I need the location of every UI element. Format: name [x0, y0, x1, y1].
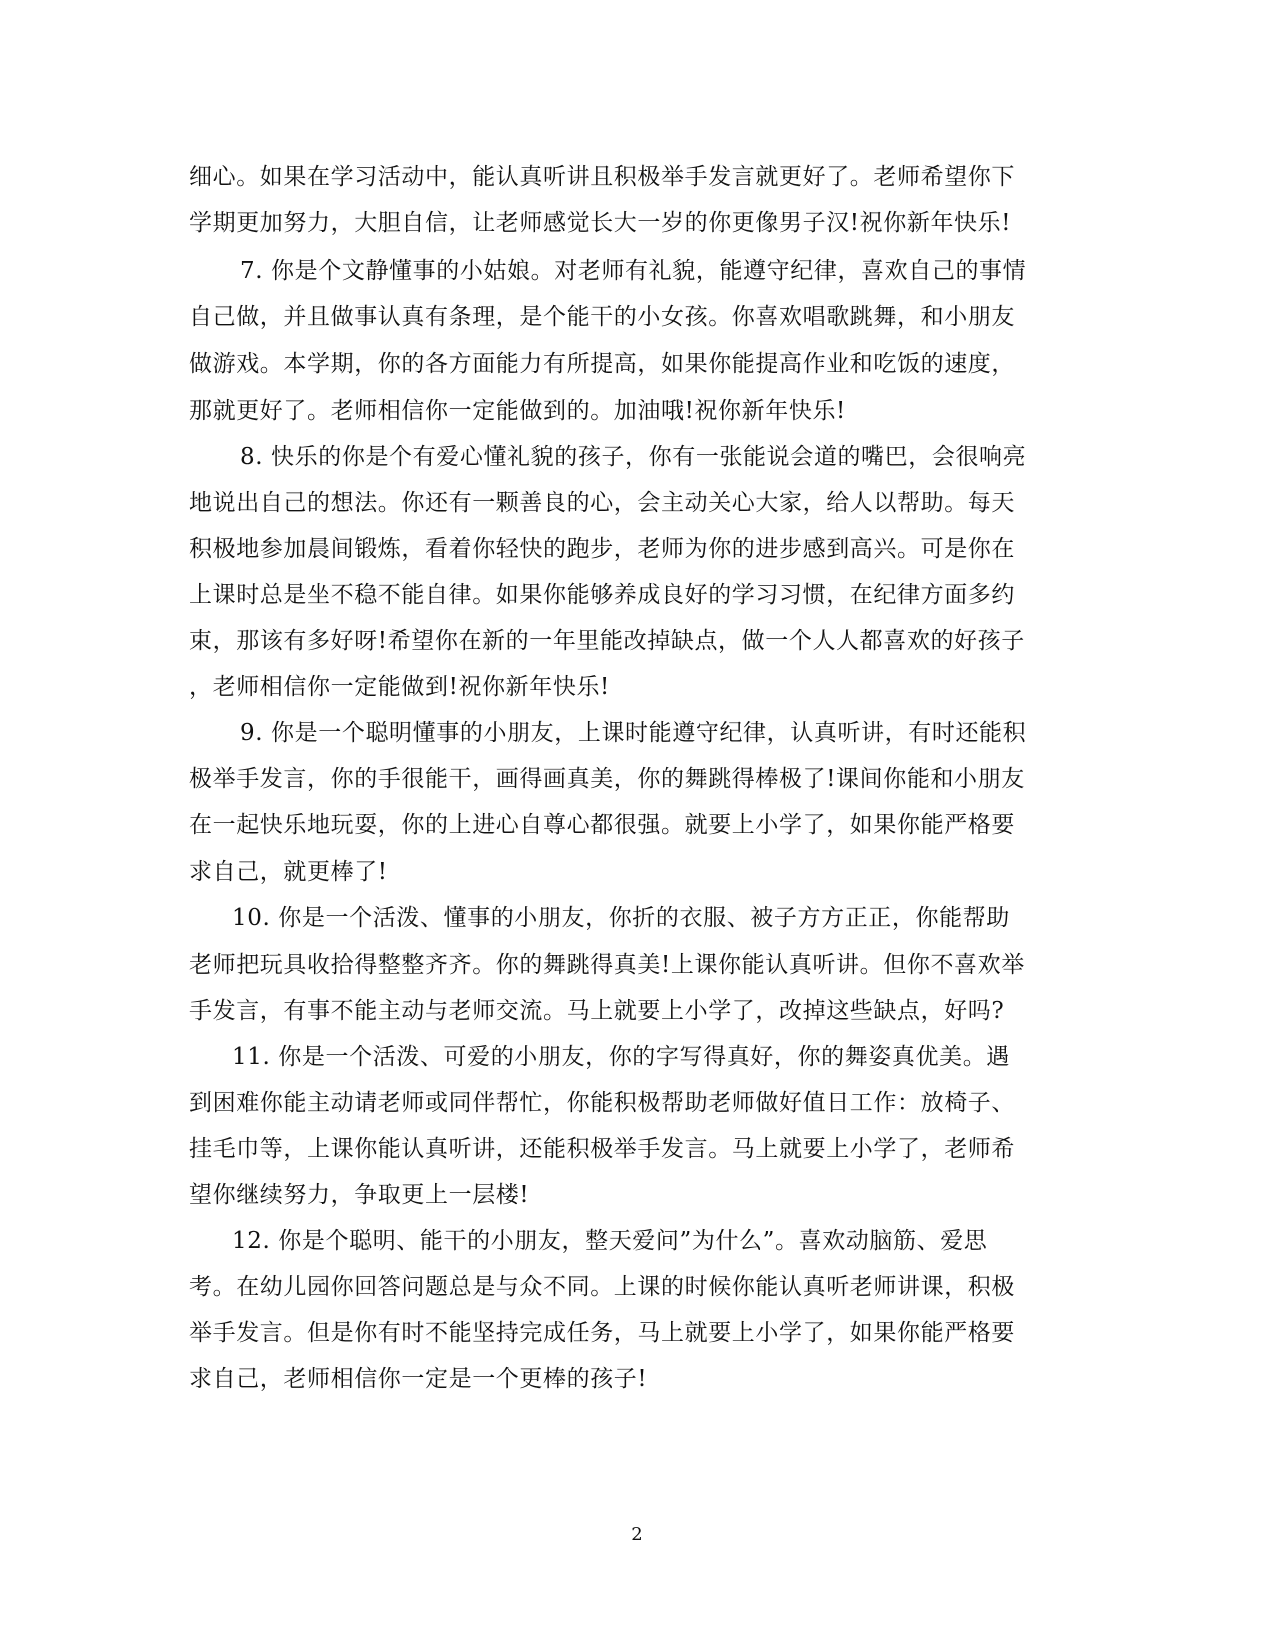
text-line: 细心。如果在学习活动中，能认真听讲且积极举手发言就更好了。老师希望你下 [189, 164, 1015, 190]
text-line: 求自己，就更棒了! [189, 859, 388, 885]
text-line: 极举手发言，你的手很能干，画得画真美，你的舞跳得棒极了!课间你能和小朋友 [189, 766, 1025, 792]
text-line: ，老师相信你一定能做到!祝你新年快乐! [189, 674, 610, 700]
text-line: 望你继续努力，争取更上一层楼! [189, 1182, 530, 1208]
text-line: 10. 你是一个活泼、懂事的小朋友，你折的衣服、被子方方正正，你能帮助 [232, 905, 1010, 931]
text-line: 挂毛巾等，上课你能认真听讲，还能积极举手发言。马上就要上小学了，老师希 [189, 1136, 1015, 1162]
text-line: 8. 快乐的你是个有爱心懂礼貌的孩子，你有一张能说会道的嘴巴，会很响亮 [240, 444, 1027, 470]
text-line: 那就更好了。老师相信你一定能做到的。加油哦!祝你新年快乐! [189, 398, 846, 424]
text-line: 学期更加努力，大胆自信，让老师感觉长大一岁的你更像男子汉!祝你新年快乐! [189, 210, 1012, 236]
text-line: 到困难你能主动请老师或同伴帮忙，你能积极帮助老师做好值日工作：放椅子、 [189, 1090, 1015, 1116]
text-line: 手发言，有事不能主动与老师交流。马上就要上小学了，改掉这些缺点，好吗? [189, 998, 1005, 1024]
text-line: 地说出自己的想法。你还有一颗善良的心，会主动关心大家，给人以帮助。每天 [189, 490, 1015, 516]
text-line: 上课时总是坐不稳不能自律。如果你能够养成良好的学习习惯，在纪律方面多约 [189, 582, 1015, 608]
text-line: 举手发言。但是你有时不能坚持完成任务，马上就要上小学了，如果你能严格要 [189, 1320, 1015, 1346]
text-line: 7. 你是个文静懂事的小姑娘。对老师有礼貌，能遵守纪律，喜欢自己的事情 [240, 258, 1027, 284]
text-line: 求自己，老师相信你一定是一个更棒的孩子! [189, 1366, 648, 1392]
text-line: 9. 你是一个聪明懂事的小朋友，上课时能遵守纪律，认真听讲，有时还能积 [240, 720, 1027, 746]
text-line: 做游戏。本学期，你的各方面能力有所提高，如果你能提高作业和吃饭的速度， [189, 351, 1015, 377]
text-line: 老师把玩具收拾得整整齐齐。你的舞跳得真美!上课你能认真听讲。但你不喜欢举 [189, 952, 1025, 978]
text-line: 束，那该有多好呀!希望你在新的一年里能改掉缺点，做一个人人都喜欢的好孩子 [189, 628, 1025, 654]
text-line: 11. 你是一个活泼、可爱的小朋友，你的字写得真好，你的舞姿真优美。遇 [232, 1044, 1010, 1070]
text-line: 考。在幼儿园你回答问题总是与众不同。上课的时候你能认真听老师讲课，积极 [189, 1274, 1015, 1300]
text-line: 在一起快乐地玩耍，你的上进心自尊心都很强。就要上小学了，如果你能严格要 [189, 812, 1015, 838]
text-line: 12. 你是个聪明、能干的小朋友，整天爱问”为什么”。喜欢动脑筋、爱思 [232, 1228, 988, 1254]
page-number: 2 [631, 1524, 643, 1545]
text-line: 积极地参加晨间锻炼，看着你轻快的跑步，老师为你的进步感到高兴。可是你在 [189, 536, 1015, 562]
text-line: 自己做，并且做事认真有条理，是个能干的小女孩。你喜欢唱歌跳舞，和小朋友 [189, 304, 1015, 330]
